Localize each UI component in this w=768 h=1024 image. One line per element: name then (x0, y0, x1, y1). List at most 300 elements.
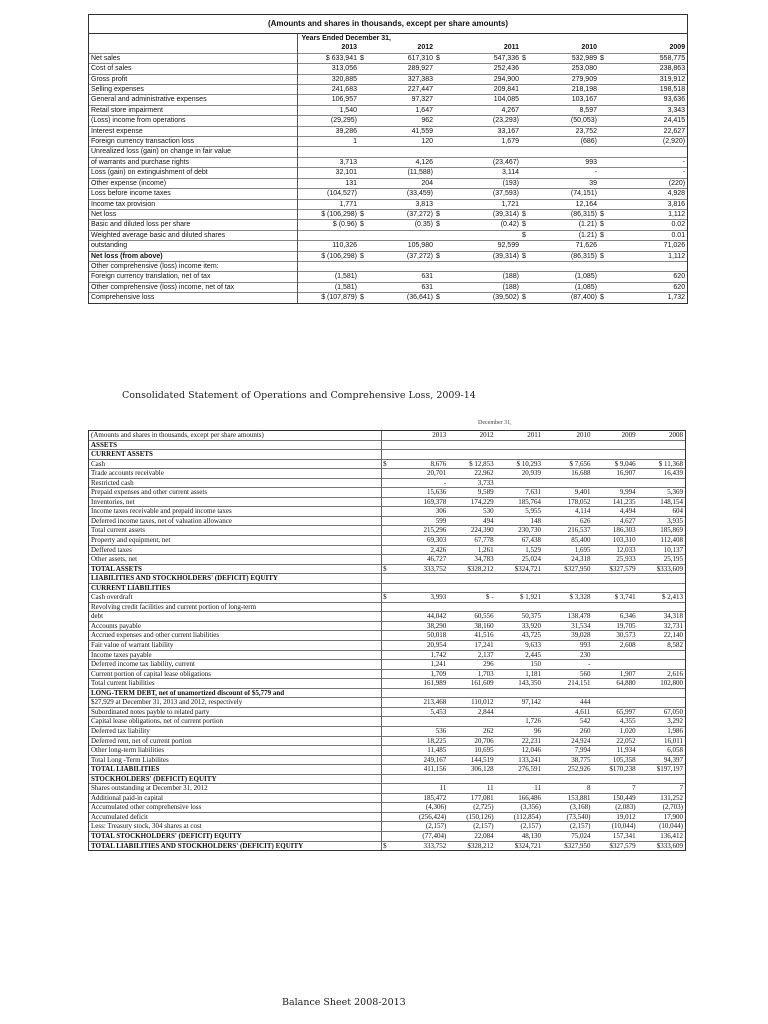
balance-years-row (89, 431, 685, 440)
operations-cell: 279,909 (531, 74, 599, 84)
balance-cell: 1,726 (496, 717, 543, 727)
balance-cell: $ 3,328 (543, 593, 592, 603)
currency-sign (521, 85, 531, 95)
balance-row-label: Trade accounts receivable (89, 469, 382, 479)
balance-cell (592, 583, 637, 593)
currency-sign (521, 282, 531, 292)
balance-cell: 252,926 (543, 765, 592, 775)
currency-sign: $ (599, 53, 609, 63)
operations-cell: - (609, 168, 687, 178)
balance-cell (543, 574, 592, 584)
balance-cell (638, 688, 685, 698)
balance-cell (592, 440, 637, 450)
balance-cell: 17,900 (638, 812, 685, 822)
operations-cell: 3,813 (369, 199, 435, 209)
currency-sign (599, 189, 609, 199)
balance-row-label: Income taxes payable (89, 650, 382, 660)
year-2012: 2012 (417, 44, 433, 52)
operations-cell: (0.42) (445, 220, 521, 230)
currency-sign: $ (521, 293, 531, 303)
balance-cell: $ 3,741 (592, 593, 637, 603)
balance-row-label: TOTAL STOCKHOLDERS' (DEFICIT) EQUITY (89, 831, 382, 841)
balance-cell: 8 (543, 784, 592, 794)
operations-row (89, 209, 687, 219)
currency-sign (359, 105, 369, 115)
balance-header-label: (Amounts and shares in thousands, except per share amounts) (89, 431, 382, 440)
balance-cell: 1,703 (448, 669, 495, 679)
currency-sign (382, 679, 395, 689)
balance-cell: 1,529 (496, 545, 543, 555)
balance-cell: 43,725 (496, 631, 543, 641)
balance-row (89, 717, 685, 727)
operations-row (89, 251, 687, 261)
operations-row (89, 116, 687, 126)
balance-cell (395, 450, 449, 460)
balance-cell (496, 774, 543, 784)
operations-cell: 253,080 (531, 64, 599, 74)
currency-sign (359, 241, 369, 251)
operations-cell: 0.02 (609, 220, 687, 230)
balance-cell (448, 440, 495, 450)
balance-cell: 143,350 (496, 679, 543, 689)
balance-cell: 604 (638, 507, 685, 517)
currency-sign (382, 650, 395, 660)
operations-row-label: General and administrative expenses (89, 95, 297, 105)
balance-row-label: Cash overdraft (89, 593, 382, 603)
balance-cell: 2,844 (448, 707, 495, 717)
currency-sign (521, 241, 531, 251)
balance-cell: 7 (638, 784, 685, 794)
balance-sheet-table (88, 420, 686, 851)
currency-sign (359, 64, 369, 74)
bal-year-2010: 2010 (576, 431, 591, 439)
currency-sign (521, 126, 531, 136)
balance-cell: 22,052 (592, 736, 637, 746)
balance-cell: 1,241 (395, 660, 449, 670)
operations-cell: 22,627 (609, 126, 687, 136)
period-row (89, 34, 687, 43)
balance-cell (543, 602, 592, 612)
balance-cell: 2,137 (448, 650, 495, 660)
currency-sign (521, 178, 531, 188)
currency-sign (382, 612, 395, 622)
balance-cell (543, 583, 592, 593)
balance-cell (496, 574, 543, 584)
balance-cell: 25,024 (496, 555, 543, 565)
operations-row-label: Other expense (income) (89, 178, 297, 188)
operations-cell: (0.35) (369, 220, 435, 230)
balance-row (89, 593, 685, 603)
currency-sign (435, 126, 445, 136)
bal-year-2013: 2013 (432, 431, 447, 439)
operations-cell: 1,679 (445, 137, 521, 147)
operations-cell: 1,540 (297, 105, 359, 115)
balance-row-label: $27,929 at December 31, 2013 and 2012, respectively (89, 698, 382, 708)
operations-cell: $ (106,298) (297, 209, 359, 219)
currency-sign (382, 545, 395, 555)
currency-sign (435, 157, 445, 167)
balance-cell: 185,764 (496, 497, 543, 507)
currency-sign (359, 137, 369, 147)
balance-cell: 19,012 (592, 812, 637, 822)
balance-row-label: Revolving credit facilities and current portion of long-term (89, 602, 382, 612)
balance-cell: $170,238 (592, 765, 637, 775)
operations-row-label: Net loss (89, 209, 297, 219)
balance-cell (592, 698, 637, 708)
balance-row (89, 516, 685, 526)
balance-row (89, 803, 685, 813)
operations-cell: (87,400) (531, 293, 599, 303)
balance-cell: 9,401 (543, 488, 592, 498)
currency-sign: $ (382, 564, 395, 574)
operations-row-label: Foreign currency transaction loss (89, 137, 297, 147)
year-2013: 2013 (341, 44, 357, 52)
balance-row (89, 707, 685, 717)
balance-row-label: Deferred rent, net of current portion (89, 736, 382, 746)
currency-sign (382, 660, 395, 670)
currency-sign (435, 116, 445, 126)
balance-cell: 18,225 (395, 736, 449, 746)
balance-cell: 12,033 (592, 545, 637, 555)
operations-cell: 1,112 (609, 251, 687, 261)
balance-cell: 11,485 (395, 746, 449, 756)
operations-cell (369, 230, 435, 240)
balance-cell: (10,044) (638, 822, 685, 832)
years-row (89, 43, 687, 53)
balance-row-label: Property and equipment, net (89, 536, 382, 546)
operations-cell: $ (106,298) (297, 251, 359, 261)
currency-sign (435, 241, 445, 251)
balance-cell: (3,168) (543, 803, 592, 813)
balance-cell: 11 (448, 784, 495, 794)
operations-cell: 209,841 (445, 85, 521, 95)
balance-cell: 161,989 (395, 679, 449, 689)
balance-cell (496, 583, 543, 593)
operations-cell: 252,436 (445, 64, 521, 74)
balance-cell: 185,869 (638, 526, 685, 536)
currency-sign (435, 282, 445, 292)
currency-sign (382, 516, 395, 526)
balance-cell: 213,468 (395, 698, 449, 708)
balance-cell: 1,695 (543, 545, 592, 555)
balance-cell: 16,907 (592, 469, 637, 479)
operations-cell: 617,310 (369, 53, 435, 63)
balance-cell: 41,516 (448, 631, 495, 641)
currency-sign (382, 726, 395, 736)
operations-cell (445, 230, 521, 240)
balance-row (89, 698, 685, 708)
balance-cell: 216,537 (543, 526, 592, 536)
balance-cell: 144,519 (448, 755, 495, 765)
balance-row (89, 602, 685, 612)
operations-row (89, 137, 687, 147)
balance-cell: 599 (395, 516, 449, 526)
currency-sign (382, 707, 395, 717)
balance-cell: 150,449 (592, 793, 637, 803)
operations-cell: (104,527) (297, 189, 359, 199)
currency-sign (382, 583, 395, 593)
operations-cell (531, 261, 599, 271)
balance-row-label: Current portion of capital lease obligations (89, 669, 382, 679)
balance-cell: 542 (543, 717, 592, 727)
operations-cell: (1.21) (531, 230, 599, 240)
operations-cell: 238,863 (609, 64, 687, 74)
operations-row (89, 85, 687, 95)
balance-cell (395, 583, 449, 593)
balance-row-label: CURRENT ASSETS (89, 450, 382, 460)
balance-cell (543, 774, 592, 784)
balance-cell (496, 602, 543, 612)
balance-cell: 3,935 (638, 516, 685, 526)
operations-row-label: Loss (gain) on extinguishment of debt (89, 168, 297, 178)
operations-cell: 105,980 (369, 241, 435, 251)
currency-sign (382, 526, 395, 536)
balance-cell: 141,235 (592, 497, 637, 507)
balance-cell: 15,636 (395, 488, 449, 498)
operations-cell: - (531, 168, 599, 178)
operations-row (89, 126, 687, 136)
currency-sign (435, 230, 445, 240)
operations-row-label: Gross profit (89, 74, 297, 84)
balance-cell: 494 (448, 516, 495, 526)
balance-row (89, 822, 685, 832)
balance-cell: (256,424) (395, 812, 449, 822)
currency-sign (382, 555, 395, 565)
balance-cell (592, 650, 637, 660)
balance-row (89, 545, 685, 555)
balance-row (89, 793, 685, 803)
balance-row-label: Prepaid expenses and other current assets (89, 488, 382, 498)
balance-cell: 16,011 (638, 736, 685, 746)
balance-cell: 30,573 (592, 631, 637, 641)
operations-cell: 631 (369, 272, 435, 282)
currency-sign (521, 272, 531, 282)
operations-row (89, 64, 687, 74)
currency-sign (599, 74, 609, 84)
operations-row-label: of warrants and purchase rights (89, 157, 297, 167)
currency-sign: $ (382, 459, 395, 469)
currency-sign (382, 488, 395, 498)
currency-sign: $ (382, 841, 395, 850)
balance-cell: 178,052 (543, 497, 592, 507)
balance-row-label: Fair value of warrant liability (89, 641, 382, 651)
balance-cell (448, 602, 495, 612)
balance-cell: $328,212 (448, 564, 495, 574)
currency-sign (599, 85, 609, 95)
balance-cell: (77,404) (395, 831, 449, 841)
balance-cell: 103,310 (592, 536, 637, 546)
currency-sign (599, 157, 609, 167)
operations-row (89, 74, 687, 84)
operations-cell: (37,593) (445, 189, 521, 199)
balance-row-label: Accrued expenses and other current liabilities (89, 631, 382, 641)
currency-sign (359, 199, 369, 209)
balance-cell: 536 (395, 726, 449, 736)
operations-table-grid (89, 34, 687, 303)
operations-cell: - (609, 157, 687, 167)
balance-cell: 69,303 (395, 536, 449, 546)
balance-cell: 20,939 (496, 469, 543, 479)
operations-cell: 39 (531, 178, 599, 188)
balance-row-label: Less: Treasury stock, 304 shares at cost (89, 822, 382, 832)
balance-cell: 260 (543, 726, 592, 736)
operations-row (89, 105, 687, 115)
currency-sign (435, 199, 445, 209)
operations-row (89, 230, 687, 240)
balance-row (89, 459, 685, 469)
balance-row-label: Deferred income tax liability, current (89, 660, 382, 670)
operations-cell: (39,314) (445, 209, 521, 219)
balance-cell: 110,012 (448, 698, 495, 708)
balance-cell: 4,627 (592, 516, 637, 526)
currency-sign (382, 831, 395, 841)
balance-table-grid (89, 431, 685, 850)
balance-cell (395, 440, 449, 450)
operations-cell: 3,343 (609, 105, 687, 115)
operations-cell: 120 (369, 137, 435, 147)
operations-cell: 33,167 (445, 126, 521, 136)
operations-cell (445, 261, 521, 271)
currency-sign (521, 189, 531, 199)
balance-cell: 85,400 (543, 536, 592, 546)
balance-cell: (2,157) (496, 822, 543, 832)
balance-cell: 560 (543, 669, 592, 679)
balance-cell (638, 698, 685, 708)
balance-cell (638, 478, 685, 488)
currency-sign (382, 698, 395, 708)
operations-cell: (1,085) (531, 282, 599, 292)
operations-cell: 39,286 (297, 126, 359, 136)
balance-cell (496, 707, 543, 717)
operations-row (89, 189, 687, 199)
balance-cell (496, 440, 543, 450)
balance-cell (496, 450, 543, 460)
currency-sign (521, 147, 531, 157)
balance-row (89, 765, 685, 775)
currency-sign (599, 168, 609, 178)
balance-cell: 3,993 (395, 593, 449, 603)
balance-cell: 177,081 (448, 793, 495, 803)
currency-sign (382, 450, 395, 460)
currency-sign: $ (359, 209, 369, 219)
currency-sign (382, 784, 395, 794)
balance-cell: 7,994 (543, 746, 592, 756)
operations-cell: 558,775 (609, 53, 687, 63)
operations-cell: 532,989 (531, 53, 599, 63)
currency-sign (382, 822, 395, 832)
currency-sign (382, 507, 395, 517)
currency-sign (521, 157, 531, 167)
currency-sign (382, 793, 395, 803)
balance-cell (395, 688, 449, 698)
operations-cell: 3,114 (445, 168, 521, 178)
operations-cell: $ 633,941 (297, 53, 359, 63)
operations-cell: 227,447 (369, 85, 435, 95)
balance-cell: 39,028 (543, 631, 592, 641)
currency-sign (382, 736, 395, 746)
currency-sign (382, 812, 395, 822)
balance-cell: 306 (395, 507, 449, 517)
currency-sign (382, 440, 395, 450)
balance-cell: 38,290 (395, 621, 449, 631)
balance-cell (395, 574, 449, 584)
operations-row-label: Foreign currency translation, net of tax (89, 272, 297, 282)
currency-sign (599, 147, 609, 157)
currency-sign (435, 85, 445, 95)
balance-cell: 94,397 (638, 755, 685, 765)
balance-row-label: Deferred tax liability (89, 726, 382, 736)
balance-cell (448, 450, 495, 460)
balance-cell: 6,346 (592, 612, 637, 622)
currency-sign (382, 621, 395, 631)
balance-cell: 112,408 (638, 536, 685, 546)
balance-cell: 25,933 (592, 555, 637, 565)
balance-cell: 67,778 (448, 536, 495, 546)
operations-cell: 8,597 (531, 105, 599, 115)
balance-cell: $327,950 (543, 564, 592, 574)
operations-cell (369, 261, 435, 271)
operations-cell: (2,920) (609, 137, 687, 147)
balance-cell: 1,986 (638, 726, 685, 736)
currency-sign (359, 261, 369, 271)
balance-cell: $ 10,293 (496, 459, 543, 469)
operations-cell: 547,336 (445, 53, 521, 63)
balance-row (89, 497, 685, 507)
balance-cell: 8,676 (395, 459, 449, 469)
balance-cell: $327,950 (543, 841, 592, 850)
balance-cell (638, 660, 685, 670)
balance-cell: 8,582 (638, 641, 685, 651)
operations-cell: 23,752 (531, 126, 599, 136)
balance-cell: 2,608 (592, 641, 637, 651)
operations-cell (297, 261, 359, 271)
balance-cell: 20,701 (395, 469, 449, 479)
operations-cell: (1,581) (297, 282, 359, 292)
currency-sign (435, 261, 445, 271)
balance-cell: (2,703) (638, 803, 685, 813)
currency-sign (382, 536, 395, 546)
currency-sign: $ (521, 251, 531, 261)
operations-cell: 204 (369, 178, 435, 188)
currency-sign (599, 261, 609, 271)
operations-cell (297, 147, 359, 157)
operations-cell: (39,502) (445, 293, 521, 303)
operations-cell: 104,085 (445, 95, 521, 105)
currency-sign (359, 282, 369, 292)
operations-cell: 1,721 (445, 199, 521, 209)
operations-cell: (33,459) (369, 189, 435, 199)
balance-cell: 10,137 (638, 545, 685, 555)
operations-row-label: (Loss) income from operations (89, 116, 297, 126)
balance-cell: (10,044) (592, 822, 637, 832)
balance-row-label: Total current assets (89, 526, 382, 536)
balance-cell: 3,733 (448, 478, 495, 488)
balance-row (89, 440, 685, 450)
operations-row (89, 261, 687, 271)
balance-cell: $ - (448, 593, 495, 603)
operations-cell: (36,641) (369, 293, 435, 303)
balance-cell: 64,880 (592, 679, 637, 689)
currency-sign (435, 168, 445, 178)
balance-row (89, 488, 685, 498)
balance-row (89, 774, 685, 784)
balance-cell: 131,252 (638, 793, 685, 803)
balance-cell (638, 574, 685, 584)
balance-row (89, 831, 685, 841)
balance-cell: 153,881 (543, 793, 592, 803)
balance-cell: 166,486 (496, 793, 543, 803)
currency-sign (599, 64, 609, 74)
